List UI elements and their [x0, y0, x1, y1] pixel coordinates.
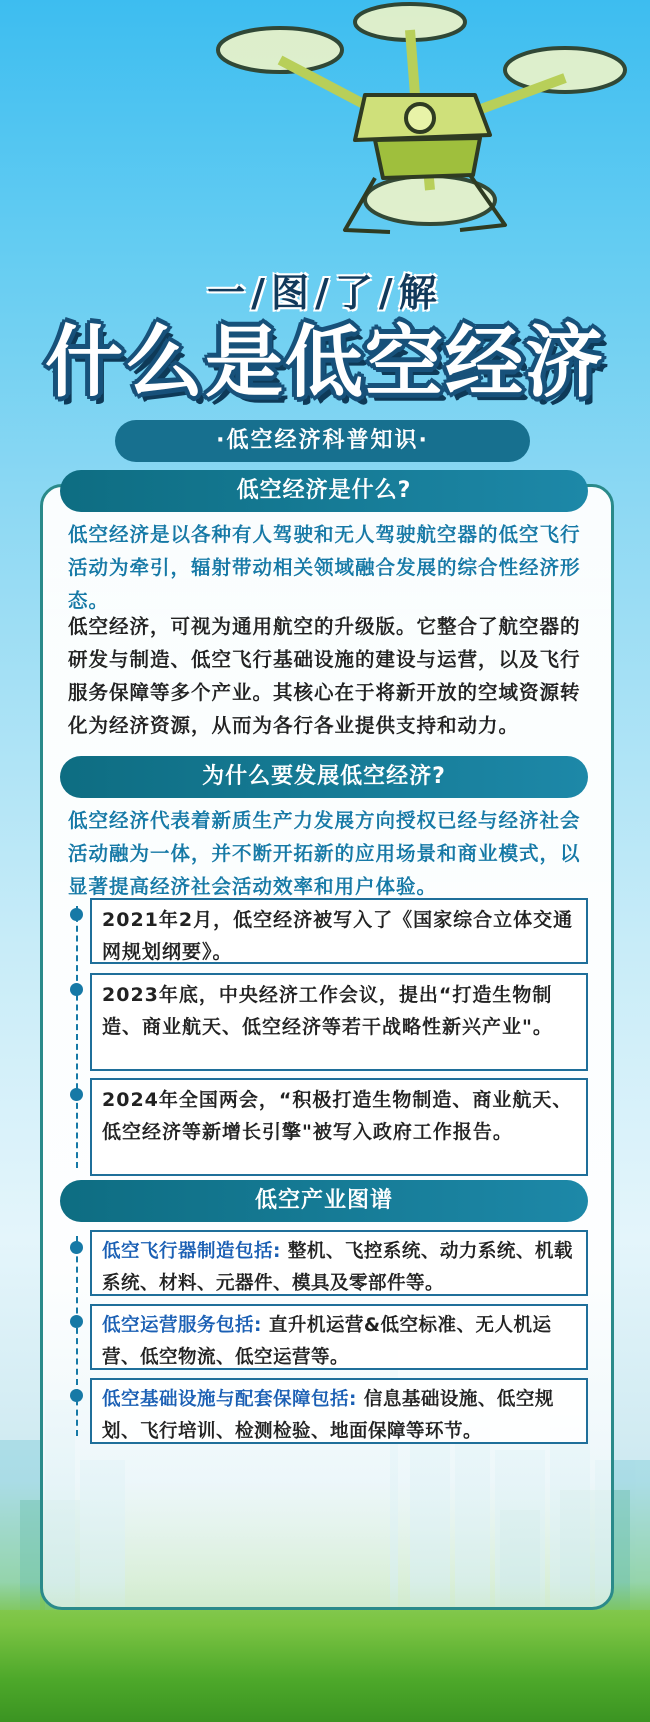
- industry-item-lead: 低空运营服务包括:: [102, 1315, 262, 1336]
- industry-item-text: 信息基础设施、低空规划、飞行培训、检测检验、地面保障等环节。: [102, 1389, 554, 1442]
- timeline-item: 2021年2月，低空经济被写入了《国家综合立体交通网规划纲要》。: [90, 898, 588, 964]
- why-intro-text: 低空经济代表着新质生产力发展方向授权已经与经济社会活动融为一体，并不断开拓新的应用场景和商业模式，以显著提高经济社会活动效率和用户体验。: [68, 809, 581, 898]
- timeline-line: [76, 1236, 78, 1436]
- industry-dot: [70, 1315, 83, 1328]
- timeline-dot: [70, 908, 83, 921]
- industry-item-text: 直升机运营&低空标准、无人机运营、低空物流、低空运营等。: [102, 1315, 552, 1368]
- timeline-item: 2024年全国两会，“积极打造生物制造、商业航天、低空经济等新增长引擎"被写入政府工作报告。: [90, 1078, 588, 1176]
- definition-text: 低空经济是以各种有人驾驶和无人驾驶航空器的低空飞行活动为牵引，辐射带动相关领域融合发展的综合性经济形态。: [68, 523, 581, 612]
- overview-text: 低空经济，可视为通用航空的升级版。它整合了航空器的研发与制造、低空飞行基础设施的建设与运营，以及飞行服务保障等多个产业。其核心在于将新开放的空域资源转化为经济资源，从而为各行各业提供支持和动力。: [68, 615, 581, 737]
- kicker-text: 一/图/了/解: [207, 271, 443, 315]
- section-heading-why: 为什么要发展低空经济?: [60, 756, 588, 798]
- section-heading-industry-map: 低空产业图谱: [60, 1180, 588, 1222]
- industry-item-infrastructure: [90, 1378, 588, 1444]
- drone-illustration: [205, 0, 650, 265]
- industry-dot: [70, 1241, 83, 1254]
- industry-item-lead: 低空飞行器制造包括:: [102, 1241, 281, 1262]
- industry-item-operations: [90, 1304, 588, 1370]
- industry-dot: [70, 1389, 83, 1402]
- timeline-line: [76, 906, 78, 1168]
- subtitle-pill: ·低空经济科普知识·: [115, 420, 530, 462]
- industry-item-text: 整机、飞控系统、动力系统、机载系统、材料、元器件、模具及零部件等。: [102, 1241, 573, 1294]
- timeline-dot: [70, 983, 83, 996]
- industry-item-lead: 低空基础设施与配套保障包括:: [102, 1389, 357, 1410]
- page-title: 什么是低空经济: [44, 318, 605, 408]
- section-heading-what: 低空经济是什么?: [60, 470, 588, 512]
- industry-item-manufacturing: [90, 1230, 588, 1296]
- timeline-item: 2023年底，中央经济工作会议，提出“打造生物制造、商业航天、低空经济等若干战略性新兴产业"。: [90, 973, 588, 1071]
- timeline-dot: [70, 1088, 83, 1101]
